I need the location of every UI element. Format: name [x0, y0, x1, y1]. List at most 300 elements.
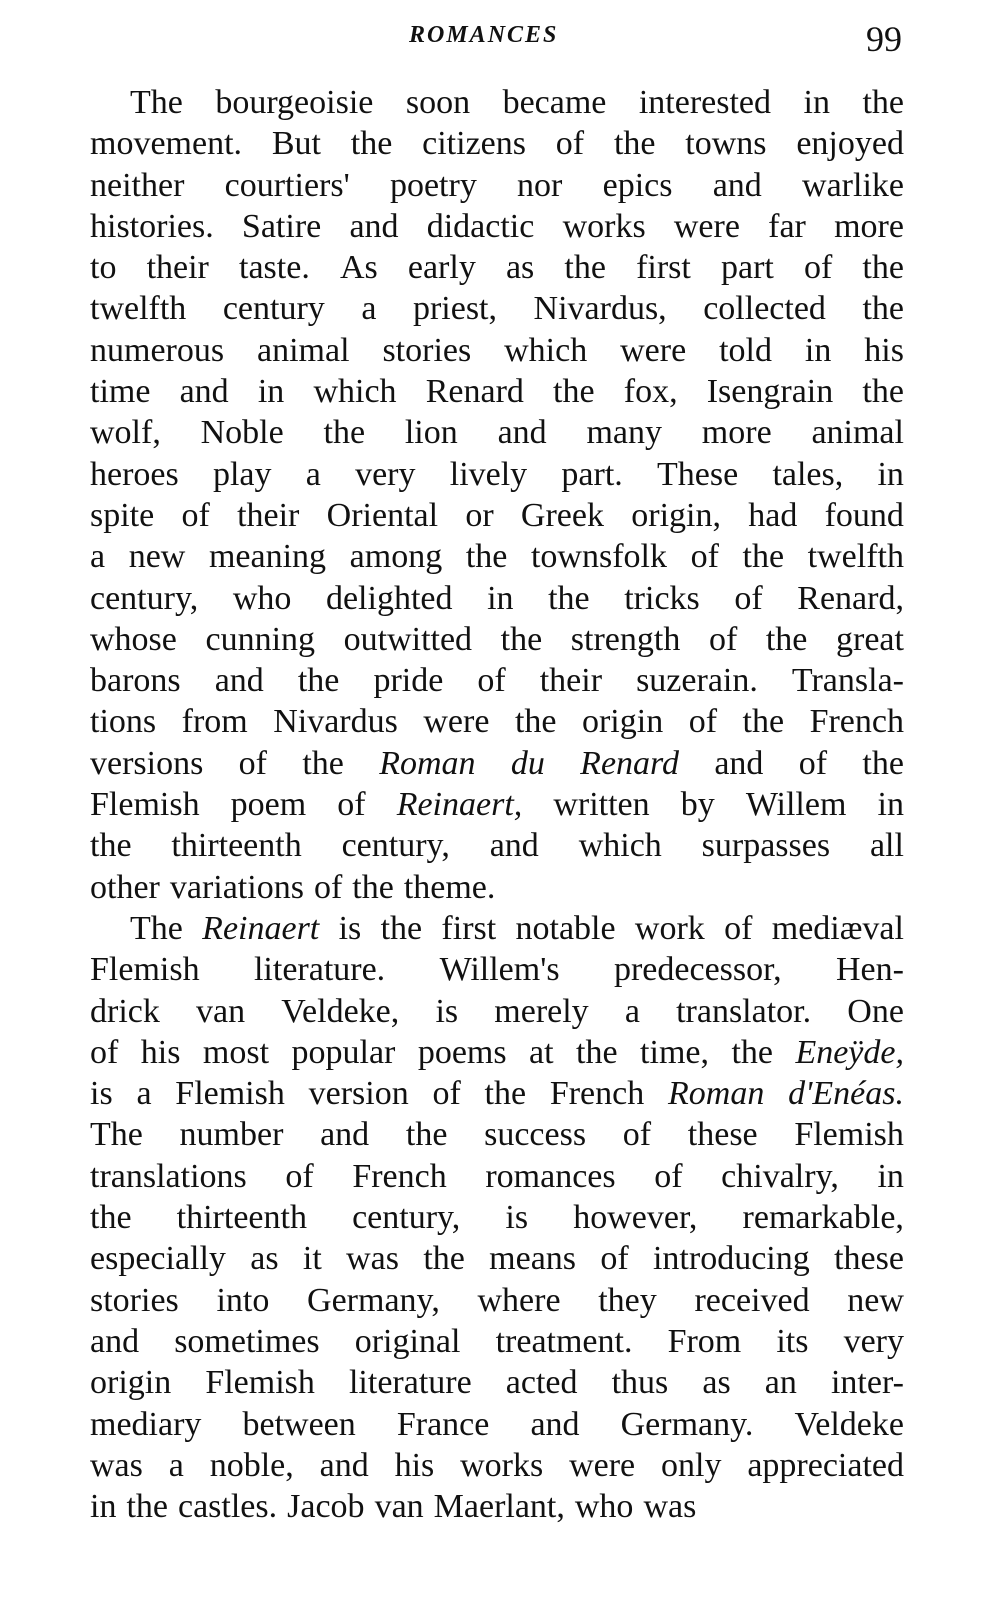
word: Greek — [520, 496, 604, 534]
word: French — [809, 703, 904, 741]
text-line — [90, 908, 904, 949]
word: among — [349, 538, 443, 576]
word: new — [847, 1281, 904, 1319]
word: the — [352, 868, 394, 906]
word: only — [661, 1446, 722, 1484]
word: One — [847, 992, 904, 1030]
word: and — [214, 662, 264, 700]
word: townsfolk — [530, 538, 667, 576]
word: between — [242, 1405, 356, 1443]
body-text — [90, 82, 904, 1527]
word: acted — [505, 1364, 578, 1402]
italic-word: Eneÿde, — [795, 1033, 904, 1071]
word: merely — [494, 992, 589, 1030]
word: stories — [90, 1281, 179, 1319]
word: movement. — [90, 125, 243, 163]
word: who — [574, 1488, 634, 1526]
word: time, — [640, 1033, 709, 1071]
word: delighted — [325, 579, 453, 617]
word: origin — [581, 703, 664, 741]
word: mediæval — [771, 909, 904, 947]
word: fox, — [623, 373, 678, 411]
word: priest, — [412, 290, 497, 328]
word: theme. — [403, 868, 496, 906]
word: found — [824, 496, 904, 534]
word: and — [319, 1446, 369, 1484]
word: time — [90, 373, 151, 411]
word: work — [634, 909, 705, 947]
word: Flemish — [90, 951, 200, 989]
word: of — [798, 744, 828, 782]
word: poetry — [389, 166, 477, 204]
word: drick — [90, 992, 160, 1030]
word: the — [500, 620, 543, 658]
text-line — [90, 1238, 904, 1279]
text-line — [90, 991, 904, 1032]
word: they — [598, 1281, 657, 1319]
word: is — [338, 909, 362, 947]
paragraph — [90, 82, 904, 908]
word: translations — [90, 1157, 247, 1195]
word: van — [374, 1488, 424, 1526]
text-line — [90, 1032, 904, 1073]
word: of — [622, 1116, 652, 1154]
word: the — [553, 373, 595, 411]
word: Renard — [425, 373, 524, 411]
word: was — [643, 1488, 697, 1526]
word: to — [90, 249, 117, 287]
word: and — [489, 827, 539, 865]
word: were — [569, 1446, 636, 1484]
word: origin, — [631, 496, 721, 534]
word: didactic — [426, 207, 535, 245]
word: cunning — [205, 620, 316, 658]
word: of — [708, 620, 738, 658]
word: far — [768, 207, 806, 245]
word: strength — [570, 620, 681, 658]
word: Nivardus, — [533, 290, 667, 328]
word: it — [302, 1240, 322, 1278]
word: a — [305, 455, 321, 493]
word: citizens — [422, 125, 526, 163]
word: Isengrain — [706, 373, 834, 411]
word: Willem — [745, 786, 847, 824]
word: Flemish — [794, 1116, 904, 1154]
text-line — [90, 784, 904, 825]
word: Satire — [241, 207, 322, 245]
text-line — [90, 1486, 904, 1527]
italic-word: Renard — [580, 744, 680, 782]
text-line — [90, 495, 904, 536]
word: the — [862, 249, 904, 287]
word: romances — [485, 1157, 616, 1195]
word: popular — [291, 1033, 396, 1071]
word: more — [701, 414, 772, 452]
word: stories — [382, 331, 472, 369]
word: notable — [515, 909, 616, 947]
word: interested — [638, 84, 772, 121]
word: were — [673, 207, 740, 245]
word: introducing — [652, 1240, 810, 1278]
word: of — [690, 538, 719, 576]
word: Veldeke — [794, 1405, 904, 1443]
word: in — [90, 1488, 117, 1526]
word: the — [731, 1033, 773, 1071]
word: is — [505, 1199, 529, 1237]
word: as — [250, 1240, 279, 1278]
text-line — [90, 1073, 904, 1114]
word: Oriental — [326, 496, 439, 534]
word: and — [530, 1405, 580, 1443]
word: in — [877, 1157, 904, 1195]
word: origin — [90, 1364, 172, 1402]
word: The — [130, 84, 183, 121]
word: and — [497, 414, 547, 452]
word: van — [196, 992, 246, 1030]
text-line — [90, 1280, 904, 1321]
word: first — [441, 909, 497, 947]
text-line — [90, 867, 904, 908]
running-head — [0, 18, 1002, 58]
text-line — [90, 1114, 904, 1155]
word: animal — [811, 414, 904, 452]
word: the — [484, 1075, 527, 1113]
word: the — [297, 662, 340, 700]
word: courtiers' — [224, 166, 350, 204]
word: a — [624, 992, 640, 1030]
word: Renard, — [797, 579, 904, 617]
text-line — [90, 412, 904, 453]
word: outwitted — [343, 620, 473, 658]
text-line — [90, 1445, 904, 1486]
word: lion — [404, 414, 458, 452]
word: thus — [611, 1364, 669, 1402]
word: Hen- — [835, 951, 904, 989]
word: other — [90, 868, 160, 906]
word: was — [346, 1240, 399, 1278]
text-line — [90, 619, 904, 660]
word: and — [179, 373, 229, 411]
word: however, — [573, 1199, 698, 1237]
word: of — [724, 909, 753, 947]
word: the — [380, 909, 423, 947]
text-line — [90, 165, 904, 206]
text-line — [90, 1321, 904, 1362]
word: especially — [90, 1240, 226, 1278]
word: numerous — [90, 331, 225, 369]
text-line — [90, 1197, 904, 1238]
word: century — [222, 290, 325, 328]
word: predecessor, — [613, 951, 782, 989]
word: is — [435, 992, 459, 1030]
word: number — [179, 1116, 284, 1154]
word: and — [712, 166, 762, 204]
word: literature — [348, 1364, 472, 1402]
word: in — [257, 373, 285, 411]
word: tricks — [624, 579, 700, 617]
word: its — [776, 1322, 809, 1360]
word: these — [834, 1240, 904, 1278]
word: surpasses — [701, 827, 831, 865]
word: first — [636, 249, 691, 287]
word: as — [505, 249, 535, 287]
word: the — [465, 538, 508, 576]
word: Nivardus — [273, 703, 398, 741]
text-line — [90, 1156, 904, 1197]
word: of — [555, 125, 585, 163]
word: from — [181, 703, 248, 741]
word: the — [126, 1488, 168, 1526]
word: a — [136, 1075, 152, 1113]
word: chivalry, — [721, 1157, 839, 1195]
word: of — [688, 703, 718, 741]
word: collected — [703, 290, 826, 328]
word: Noble — [200, 414, 284, 452]
word: play — [212, 455, 272, 493]
text-line — [90, 247, 904, 288]
word: told — [719, 331, 772, 369]
word: appreciated — [747, 1446, 904, 1484]
word: literature. — [253, 951, 386, 989]
word: very — [355, 455, 416, 493]
word: taste. — [239, 249, 310, 287]
word: received — [694, 1281, 810, 1319]
word: castles. — [178, 1488, 278, 1526]
word: Germany. — [620, 1405, 754, 1443]
word: French — [549, 1075, 645, 1113]
text-line — [90, 660, 904, 701]
text-line — [90, 82, 904, 123]
word: and — [714, 744, 764, 782]
word: of — [734, 579, 763, 617]
word: soon — [405, 84, 471, 121]
text-line — [90, 578, 904, 619]
word: thirteenth — [176, 1199, 307, 1237]
text-line — [90, 825, 904, 866]
paragraph — [90, 908, 904, 1527]
word: which — [504, 331, 588, 369]
word: their — [539, 662, 603, 700]
word: lively — [449, 455, 528, 493]
word: animal — [257, 331, 350, 369]
word: of — [285, 1157, 314, 1195]
word: the — [514, 703, 557, 741]
word: became — [502, 84, 607, 121]
word: These — [657, 455, 739, 493]
word: his — [864, 331, 904, 369]
word: great — [836, 620, 904, 658]
word: these — [687, 1116, 758, 1154]
word: Germany, — [307, 1281, 440, 1319]
word: twelfth — [90, 290, 187, 328]
italic-word: d'Enéas. — [788, 1075, 904, 1113]
word: Maerlant, — [433, 1488, 565, 1526]
word: the — [423, 1240, 465, 1278]
word: the — [564, 249, 606, 287]
text-line — [90, 1362, 904, 1403]
word: success — [484, 1116, 587, 1154]
word: enjoyed — [796, 125, 904, 163]
word: in — [877, 786, 904, 824]
word: original — [354, 1322, 461, 1360]
word: versions — [90, 744, 204, 782]
word: an — [764, 1364, 797, 1402]
word: The — [90, 1116, 143, 1154]
word: the — [302, 744, 344, 782]
word: sometimes — [174, 1322, 320, 1360]
word: heroes — [90, 455, 179, 493]
word: most — [202, 1033, 270, 1071]
word: of — [432, 1075, 461, 1113]
word: new — [128, 538, 186, 576]
word: which — [578, 827, 662, 865]
word: had — [748, 496, 798, 534]
word: and — [90, 1322, 140, 1360]
word: of — [477, 662, 506, 700]
word: was — [90, 1446, 143, 1484]
word: translator. — [676, 992, 812, 1030]
word: many — [586, 414, 662, 452]
word: poems — [417, 1033, 507, 1071]
word: epics — [602, 166, 673, 204]
word: part. — [561, 455, 623, 493]
word: century, — [341, 827, 450, 865]
word: treatment. — [495, 1322, 633, 1360]
word: means — [489, 1240, 577, 1278]
word: thirteenth — [171, 827, 302, 865]
word: into — [216, 1281, 270, 1319]
word: remarkable, — [742, 1199, 904, 1237]
word: at — [529, 1033, 554, 1071]
word: early — [407, 249, 476, 287]
word: more — [834, 207, 904, 245]
word: the — [90, 827, 132, 865]
word: The — [130, 909, 183, 947]
word: Flemish — [175, 1075, 285, 1113]
word: the — [862, 744, 904, 782]
word: histories. — [90, 207, 214, 245]
word: very — [843, 1322, 904, 1360]
word: of — [600, 1240, 629, 1278]
word: as — [702, 1364, 731, 1402]
word: spite — [90, 496, 155, 534]
page-number: 99 — [866, 19, 902, 59]
word: a — [90, 538, 106, 576]
text-line — [90, 1404, 904, 1445]
text-line — [90, 206, 904, 247]
word: France — [396, 1405, 490, 1443]
word: noble, — [209, 1446, 294, 1484]
italic-word: Reinaert, — [396, 786, 523, 824]
word: in — [877, 455, 904, 493]
text-line — [90, 536, 904, 577]
word: barons — [90, 662, 181, 700]
word: works — [562, 207, 646, 245]
word: a — [361, 290, 377, 328]
word: their — [237, 496, 300, 534]
word: warlike — [802, 166, 904, 204]
word: tions — [90, 703, 157, 741]
word: the — [576, 1033, 618, 1071]
word: Jacob — [287, 1488, 365, 1526]
word: in — [803, 84, 830, 121]
word: the — [350, 125, 393, 163]
word: Flemish — [205, 1364, 315, 1402]
text-line — [90, 288, 904, 329]
italic-word: Roman — [379, 744, 476, 782]
word: variations — [169, 868, 304, 906]
word: of — [90, 1033, 119, 1071]
italic-word: du — [510, 744, 545, 782]
word: in — [804, 331, 832, 369]
word: meaning — [208, 538, 327, 576]
word: or — [465, 496, 494, 534]
word: the — [765, 620, 808, 658]
word: in — [487, 579, 514, 617]
word: the — [862, 290, 904, 328]
word: century, — [90, 579, 199, 617]
word: suzerain. — [636, 662, 758, 700]
word: the — [90, 1199, 132, 1237]
word: the — [323, 414, 366, 452]
text-line — [90, 123, 904, 164]
word: mediary — [90, 1405, 202, 1443]
text-line — [90, 371, 904, 412]
word: whose — [90, 620, 177, 658]
italic-word: Reinaert — [202, 909, 320, 947]
word: inter- — [830, 1364, 904, 1402]
word: written — [553, 786, 650, 824]
word: and — [320, 1116, 370, 1154]
word: were — [423, 703, 490, 741]
word: Willem's — [439, 951, 560, 989]
word: all — [869, 827, 904, 865]
word: pride — [373, 662, 444, 700]
word: of — [181, 496, 210, 534]
word: From — [667, 1322, 742, 1360]
word: the — [742, 703, 785, 741]
text-line — [90, 701, 904, 742]
word: As — [339, 249, 378, 287]
word: Veldeke, — [281, 992, 400, 1030]
word: part — [720, 249, 774, 287]
word: of — [337, 786, 366, 824]
word: his — [394, 1446, 435, 1484]
word: nor — [517, 166, 563, 204]
word: of — [654, 1157, 683, 1195]
word: bourgeoisie — [215, 84, 374, 121]
word: and — [349, 207, 399, 245]
word: the — [548, 579, 590, 617]
word: of — [803, 249, 833, 287]
word: poem — [230, 786, 307, 824]
word: who — [232, 579, 292, 617]
word: their — [146, 249, 209, 287]
word: wolf, — [90, 414, 161, 452]
word: the — [742, 538, 785, 576]
word: twelfth — [807, 538, 904, 576]
text-line — [90, 743, 904, 784]
word: works — [460, 1446, 544, 1484]
word: a — [168, 1446, 184, 1484]
word: which — [313, 373, 397, 411]
text-line — [90, 949, 904, 990]
word: Transla- — [791, 662, 904, 700]
text-line — [90, 330, 904, 371]
word: century, — [352, 1199, 461, 1237]
word: of — [238, 744, 267, 782]
italic-word: Roman — [668, 1075, 765, 1113]
